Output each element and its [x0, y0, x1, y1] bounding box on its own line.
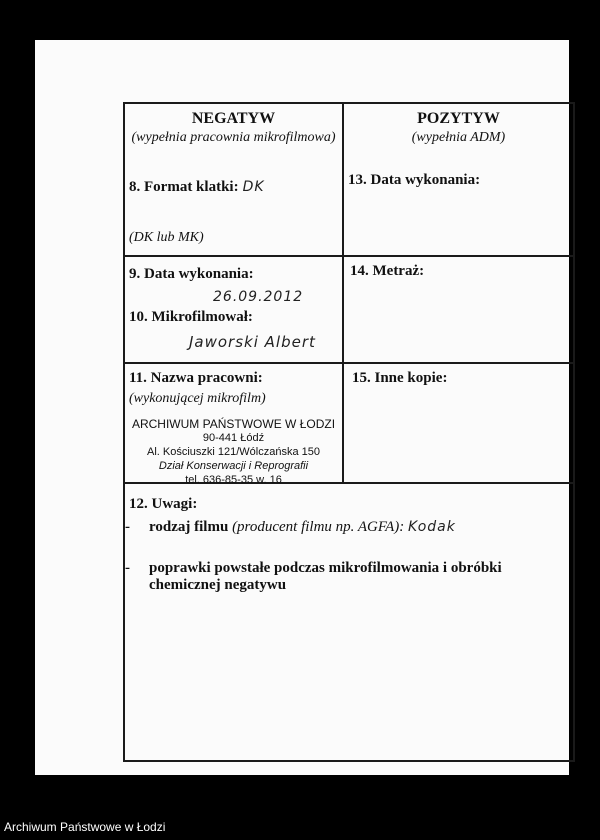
format-label: 8. Format klatki:	[129, 179, 239, 195]
stamp-line-3: Al. Kościuszki 121/Wólczańska 150	[146, 446, 321, 458]
film-type-label: rodzaj filmu	[149, 519, 229, 535]
film-type-value: Kodak	[408, 519, 456, 535]
archive-credit: Archiwum Państwowe w Łodzi	[4, 820, 166, 834]
lab-hint: (wykonującej mikrofilm)	[129, 391, 266, 406]
microfilm-form	[123, 102, 575, 762]
operator-signature: Jaworski Albert	[189, 333, 316, 351]
negatyw-date-value: 26.09.2012	[213, 289, 304, 305]
negatyw-date-label: 9. Data wykonania:	[129, 266, 254, 282]
negatyw-section	[125, 104, 342, 255]
pozytyw-section	[344, 104, 573, 255]
date-operator-section	[125, 257, 342, 362]
format-value: DK	[242, 179, 265, 195]
operator-label: 10. Mikrofilmował:	[129, 309, 253, 325]
length-section	[344, 257, 573, 362]
film-type-hint: (producent filmu np. AGFA):	[232, 519, 405, 535]
lab-section	[125, 364, 342, 486]
document-page	[35, 40, 569, 775]
pozytyw-subtitle: (wypełnia ADM)	[411, 130, 506, 145]
remark-film-type: - rodzaj filmu (producent filmu np. AGFA): Kodak	[125, 519, 456, 535]
corrections-line-1: poprawki powstałe podczas mikrofilmowania i obróbki	[149, 560, 502, 576]
remark-corrections: - poprawki powstałe podczas mikrofilmowania i obróbki chemicznej negatywu	[125, 560, 502, 593]
negatyw-subtitle: (wypełnia pracownia mikrofilmowa)	[131, 130, 336, 145]
remarks-section	[125, 484, 573, 760]
length-label: 14. Metraż:	[350, 263, 425, 279]
other-copies-section	[344, 364, 573, 482]
remarks-label: 12. Uwagi:	[129, 496, 198, 512]
lab-stamp	[125, 417, 342, 487]
corrections-line-2: chemicznej negatywu	[149, 577, 287, 593]
stamp-line-1: ARCHIWUM PAŃSTWOWE W ŁODZI	[131, 417, 336, 431]
negatyw-title: NEGATYW	[191, 110, 276, 127]
lab-label: 11. Nazwa pracowni:	[129, 370, 263, 386]
format-hint: (DK lub MK)	[129, 230, 204, 245]
other-copies-label: 15. Inne kopie:	[352, 370, 448, 386]
pozytyw-title: POZYTYW	[417, 110, 500, 127]
stamp-line-5: tel. 636-85-35 w. 16	[185, 474, 282, 486]
stamp-line-4: Dział Konserwacji i Reprografii	[158, 460, 309, 472]
pozytyw-date-label: 13. Data wykonania:	[348, 172, 481, 188]
stamp-line-2: 90-441 Łódź	[202, 432, 265, 444]
